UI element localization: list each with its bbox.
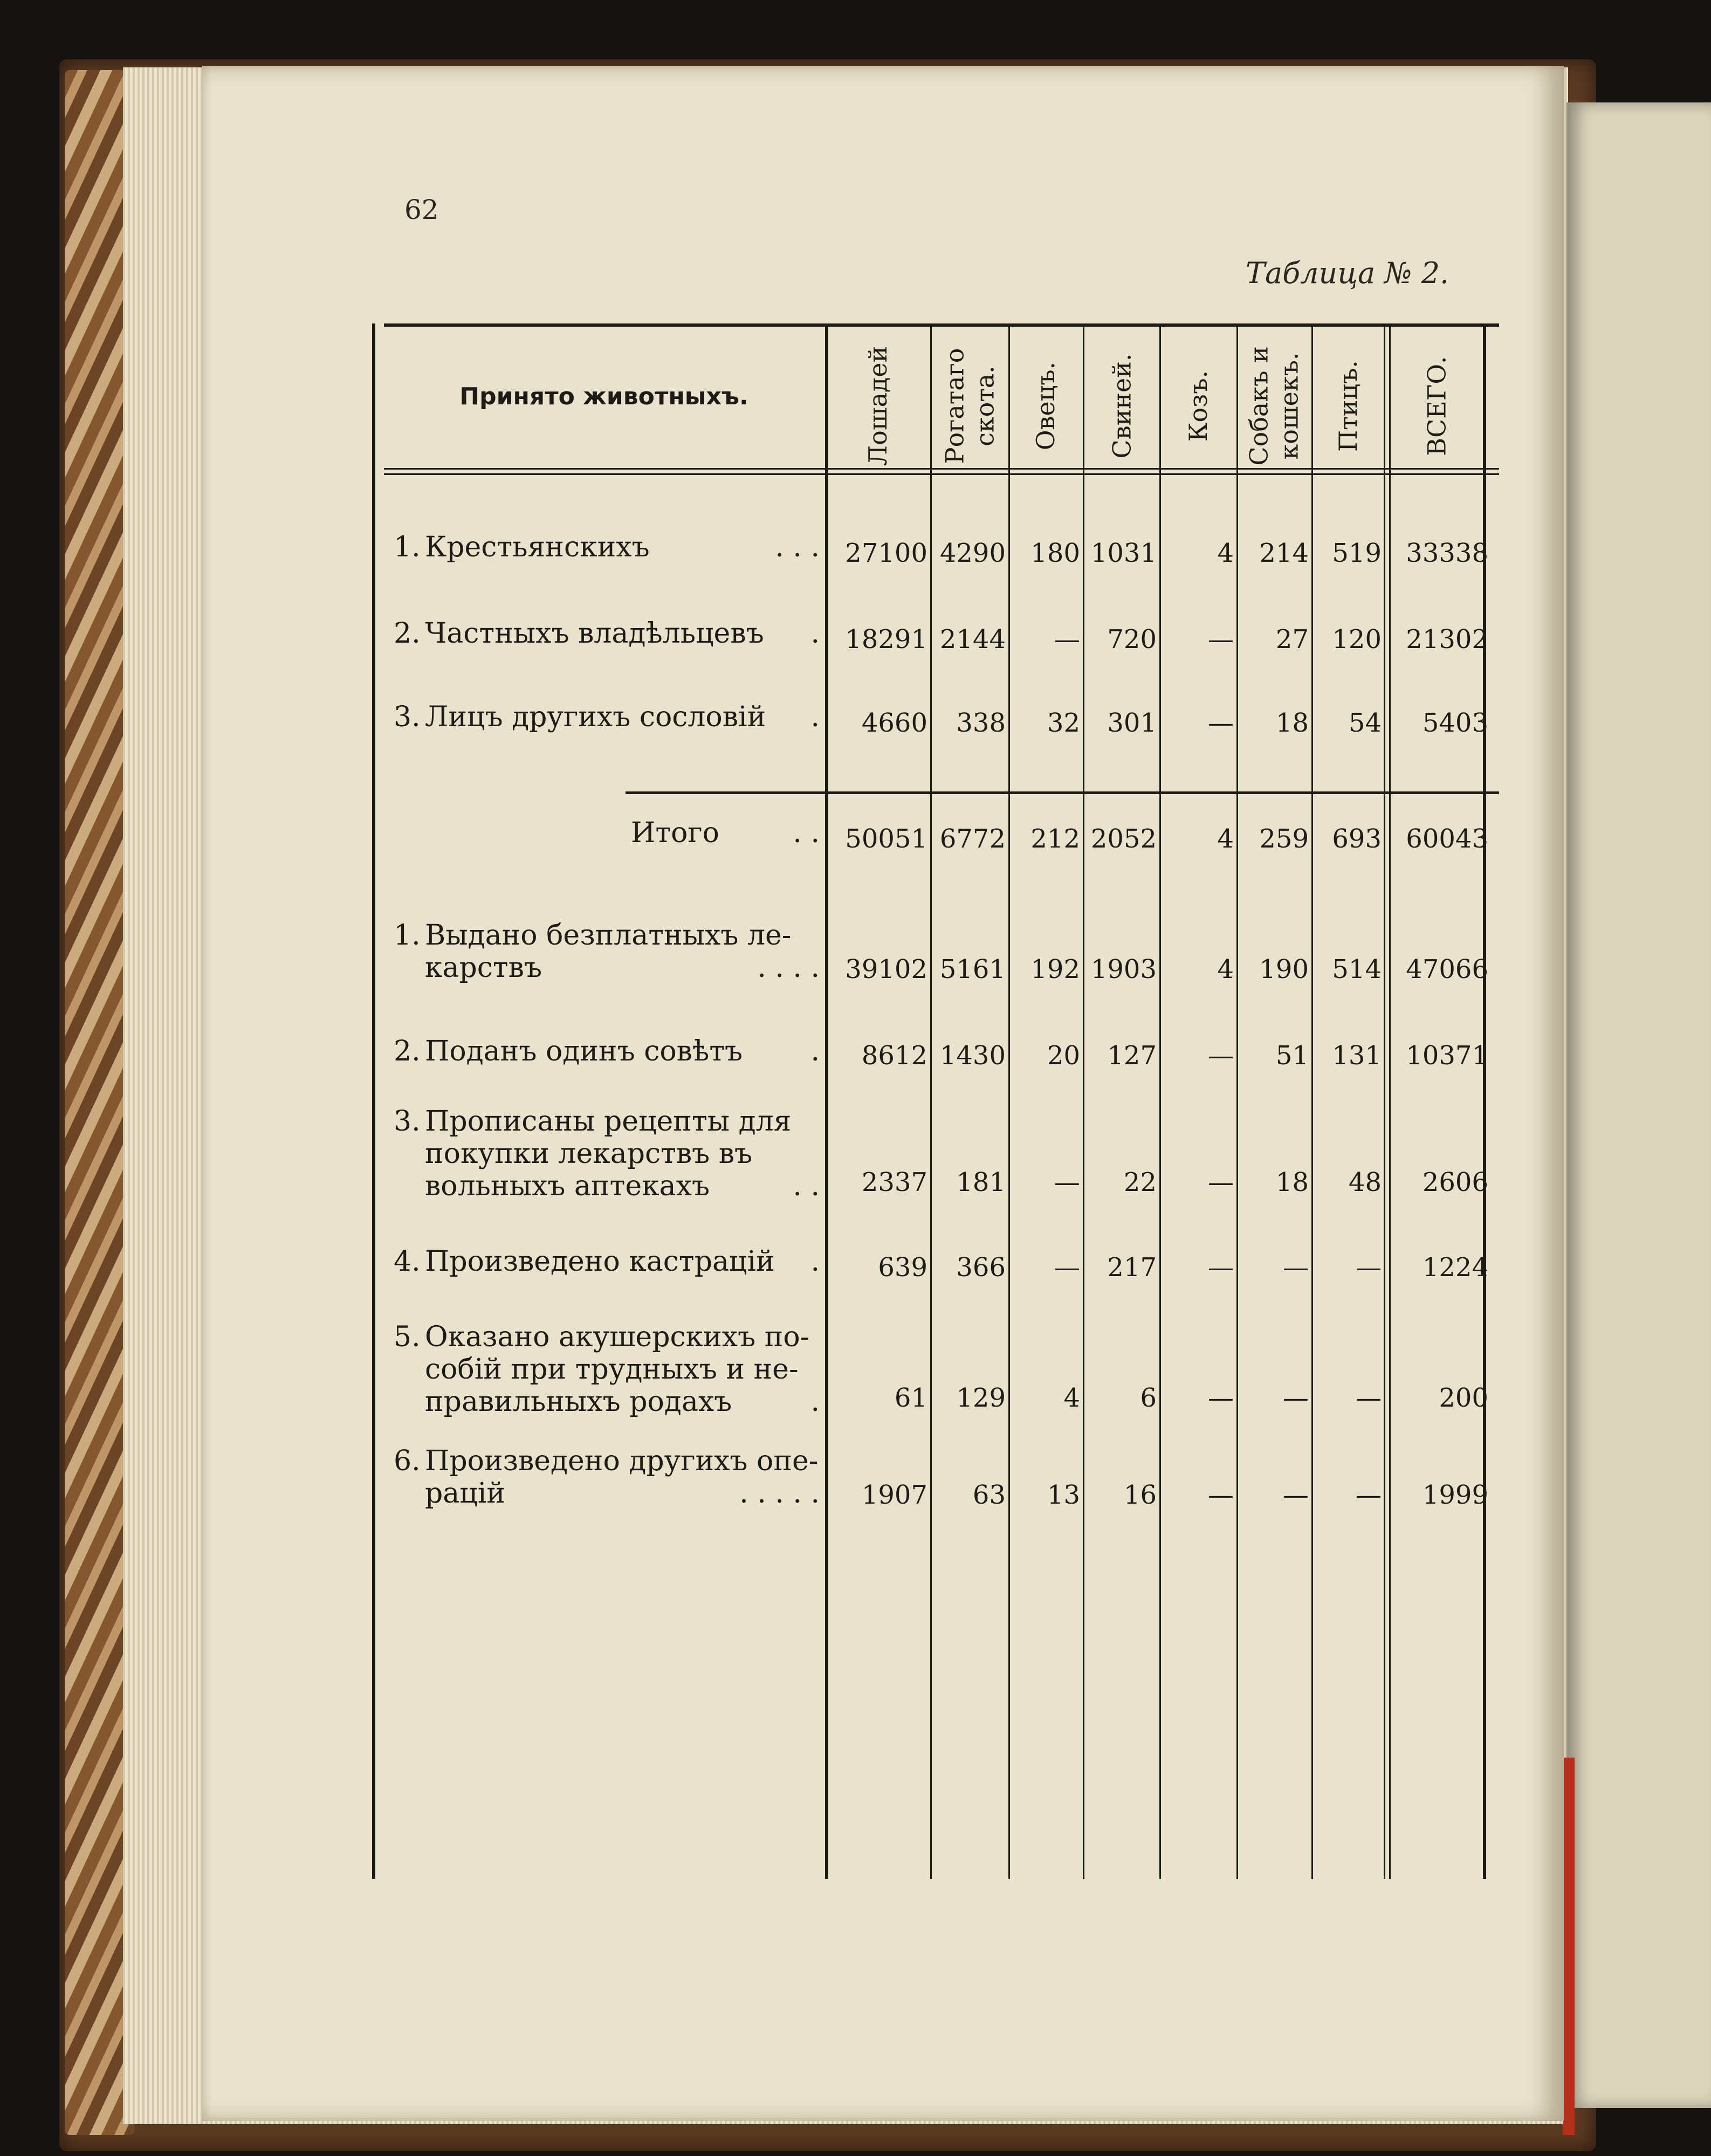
column-header-text — [939, 348, 1000, 464]
leader-dots: . . . — [775, 531, 820, 563]
table-cell: 6 — [1140, 1383, 1157, 1413]
row-number: 1. — [394, 919, 421, 952]
row-label-text: вольныхъ аптекахъ — [425, 1170, 710, 1202]
leader-dots: . — [810, 1035, 820, 1067]
table-cell: 1907 — [861, 1480, 927, 1510]
table-cell: 120 — [1332, 624, 1382, 655]
table-cell: 4290 — [939, 538, 1006, 568]
table-cell: 8612 — [861, 1041, 927, 1071]
table-cell: — — [1208, 624, 1234, 655]
table-cell: 1903 — [1090, 954, 1157, 984]
table-cell: 18291 — [845, 624, 927, 655]
table-cell: — — [1054, 1252, 1080, 1283]
column-header-line: Свиней. — [1107, 353, 1137, 459]
table-cell: 51 — [1275, 1041, 1309, 1071]
leader-dots: . . . . — [757, 952, 820, 984]
column-rule-4 — [1159, 323, 1161, 1879]
row-label-text: рацій — [425, 1477, 506, 1510]
column-header-line: скота. — [970, 366, 999, 446]
leader-dots: . — [810, 1245, 820, 1278]
table-caption: Таблица № 2. — [1246, 256, 1449, 290]
column-header-line: ВСЕГО. — [1423, 356, 1452, 456]
row-label-line — [394, 1105, 820, 1138]
table-cell: 720 — [1107, 624, 1157, 655]
row-label-text: Частныхъ владѣльцевъ — [425, 617, 764, 650]
table-cell: 519 — [1332, 538, 1382, 568]
column-rule-7b — [1389, 323, 1391, 1879]
table-cell: 18 — [1275, 708, 1309, 738]
table-cell: 4 — [1217, 824, 1234, 854]
table-cell: 259 — [1259, 824, 1309, 854]
table-cell: 190 — [1259, 954, 1309, 984]
table-cell: — — [1054, 624, 1080, 655]
leader-dots: . — [810, 1386, 820, 1418]
table-cell: 217 — [1107, 1252, 1157, 1283]
column-header-text — [1183, 370, 1213, 442]
header-label: Принято животныхъ. — [459, 383, 748, 410]
row-label-continuation — [394, 1138, 820, 1170]
table-cell: — — [1208, 1480, 1234, 1510]
row-label-text: собій при трудныхъ и не- — [425, 1353, 799, 1386]
table-cell: 4 — [1217, 954, 1234, 984]
table-cell: 54 — [1348, 708, 1382, 738]
table-cell: 33338 — [1406, 538, 1488, 568]
row-label-6 — [394, 1035, 820, 1067]
row-label-text: Произведено кастрацій — [425, 1245, 775, 1278]
table-cell: 2337 — [861, 1167, 927, 1197]
row-label-10 — [394, 1445, 820, 1510]
column-rule-3 — [1083, 323, 1084, 1879]
table-cell: 212 — [1030, 824, 1080, 854]
table-cell: 129 — [956, 1383, 1006, 1413]
column-header-text — [1107, 354, 1137, 459]
label-column-rule — [825, 323, 828, 1879]
row-number: 4. — [394, 1245, 421, 1278]
table-cell: — — [1283, 1480, 1309, 1510]
leader-dots: . . — [793, 817, 820, 849]
column-header-line: Птицъ. — [1334, 360, 1363, 452]
column-header-1 — [843, 333, 913, 479]
table-cell: 181 — [956, 1167, 1006, 1197]
table-cell: 131 — [1332, 1041, 1382, 1071]
table-cell: 48 — [1348, 1167, 1382, 1197]
row-label-1 — [394, 531, 820, 563]
column-header-5 — [1163, 333, 1233, 479]
table-cell: 4 — [1063, 1383, 1080, 1413]
table-cell: 39102 — [845, 954, 927, 984]
column-header-text — [1333, 360, 1363, 452]
row-number: 3. — [394, 701, 421, 733]
row-number: 5. — [394, 1321, 421, 1353]
row-label-line — [394, 919, 820, 952]
row-label-3 — [394, 701, 820, 733]
row-label-text: покупки лекарствъ въ — [425, 1138, 753, 1170]
column-header-2 — [934, 333, 1005, 479]
table-cell: 32 — [1047, 708, 1080, 738]
column-rule-2 — [1008, 323, 1010, 1879]
table-cell: 5161 — [939, 954, 1006, 984]
table-cell: 514 — [1332, 954, 1382, 984]
row-number: 3. — [394, 1105, 421, 1138]
row-label-text: Прописаны рецепты для — [425, 1105, 792, 1138]
subtotal-rule — [626, 791, 1499, 794]
table-cell: 22 — [1123, 1167, 1157, 1197]
table-cell: 61 — [894, 1383, 927, 1413]
table-cell: 16 — [1123, 1480, 1157, 1510]
table-cell: — — [1208, 708, 1234, 738]
row-label-9 — [394, 1321, 820, 1418]
row-label-5 — [394, 919, 820, 984]
row-label-4 — [394, 817, 820, 849]
table-cell: — — [1208, 1252, 1234, 1283]
column-header-line: Лошадей — [863, 346, 893, 466]
table-cell: 6772 — [939, 824, 1006, 854]
row-label-2 — [394, 617, 820, 650]
column-header-3 — [1011, 333, 1081, 479]
column-header-text — [1030, 362, 1061, 450]
column-header-4 — [1087, 333, 1157, 479]
table-cell: 1031 — [1090, 538, 1157, 568]
table-cell: 1430 — [939, 1041, 1006, 1071]
column-header-line: Овецъ. — [1031, 361, 1060, 451]
row-label-line — [394, 1321, 820, 1353]
table-cell: 301 — [1107, 708, 1157, 738]
table-cell: 2052 — [1090, 824, 1157, 854]
row-number: 2. — [394, 617, 421, 650]
column-header-line: Рогатаго — [940, 348, 969, 464]
table-cell: 338 — [956, 708, 1006, 738]
leader-dots: . . — [793, 1170, 820, 1202]
row-label-text: Оказано акушерскихъ по- — [425, 1321, 810, 1353]
table-cell: — — [1356, 1383, 1382, 1413]
row-number: 6. — [394, 1445, 421, 1477]
table-cell: 200 — [1439, 1383, 1488, 1413]
column-header-6 — [1239, 333, 1309, 479]
table-cell: 2144 — [939, 624, 1006, 655]
row-label-7 — [394, 1105, 820, 1202]
row-label-text: Поданъ одинъ совѣтъ — [425, 1035, 743, 1067]
column-header-line: Козъ. — [1184, 370, 1213, 442]
table-cell: 2606 — [1422, 1167, 1488, 1197]
column-header-text — [863, 346, 893, 466]
column-header-text — [1244, 346, 1304, 465]
leader-dots: . . . . . — [739, 1477, 820, 1510]
leader-dots: . — [810, 701, 820, 733]
table-cell: — — [1208, 1167, 1234, 1197]
leader-dots: . — [810, 617, 820, 650]
table-cell: 21302 — [1406, 624, 1488, 655]
table-cell: 1224 — [1422, 1252, 1488, 1283]
column-rule-1 — [930, 323, 932, 1879]
column-header-7 — [1313, 333, 1383, 479]
column-header-text — [1422, 356, 1452, 456]
table-cell: 1999 — [1422, 1480, 1488, 1510]
row-label-line — [394, 1445, 820, 1477]
table-left-rule — [372, 323, 375, 1879]
table-cell: 13 — [1047, 1480, 1080, 1510]
table-cell: 366 — [956, 1252, 1006, 1283]
table-cell: — — [1356, 1252, 1382, 1283]
table-cell: 4 — [1217, 538, 1234, 568]
row-number: 1. — [394, 531, 421, 563]
column-header-line: кошекъ. — [1275, 352, 1304, 460]
column-rule-5 — [1236, 323, 1238, 1879]
row-label-continuation — [394, 1170, 820, 1202]
row-label-text: карствъ — [425, 952, 542, 984]
table-cell: — — [1208, 1383, 1234, 1413]
table-cell: 60043 — [1406, 824, 1488, 854]
table-cell: 18 — [1275, 1167, 1309, 1197]
row-label-text: Крестьянскихъ — [425, 531, 650, 563]
table-cell: — — [1356, 1480, 1382, 1510]
table-cell: 192 — [1030, 954, 1080, 984]
table-cell: — — [1208, 1041, 1234, 1071]
row-label-continuation — [394, 1477, 820, 1510]
table-cell: 20 — [1047, 1041, 1080, 1071]
table-cell: 10371 — [1406, 1041, 1488, 1071]
column-rule-6 — [1311, 323, 1313, 1879]
table-cell: 50051 — [845, 824, 927, 854]
table-cell: — — [1283, 1383, 1309, 1413]
row-label-text: Лицъ другихъ сословій — [425, 701, 766, 733]
row-label-continuation — [394, 952, 820, 984]
table-cell: 180 — [1030, 538, 1080, 568]
table-cell: 5403 — [1422, 708, 1488, 738]
table-cell: 27 — [1275, 624, 1309, 655]
table-cell: — — [1054, 1167, 1080, 1197]
table-cell: 4660 — [861, 708, 927, 738]
table-cell: — — [1283, 1252, 1309, 1283]
column-rule-7a — [1384, 323, 1385, 1879]
row-number: 2. — [394, 1035, 421, 1067]
table-cell: 47066 — [1406, 954, 1488, 984]
table-top-rule — [384, 323, 1499, 327]
table-cell: 27100 — [845, 538, 927, 568]
row-label-text: Итого — [631, 817, 719, 849]
table-cell: 127 — [1107, 1041, 1157, 1071]
row-label-continuation — [394, 1353, 820, 1386]
column-header-line: Собакъ и — [1245, 346, 1274, 466]
column-header-8 — [1402, 333, 1472, 479]
row-label-text: Произведено другихъ опе- — [425, 1445, 819, 1477]
page-number: 62 — [404, 194, 439, 225]
row-label-continuation — [394, 1386, 820, 1418]
row-label-text: Выдано безплатныхъ ле- — [425, 919, 792, 952]
row-label-8 — [394, 1245, 820, 1278]
table-cell: 63 — [972, 1480, 1006, 1510]
table-cell: 639 — [878, 1252, 927, 1283]
row-label-text: правильныхъ родахъ — [425, 1386, 732, 1418]
table-cell: 693 — [1332, 824, 1382, 854]
table-cell: 214 — [1259, 538, 1309, 568]
